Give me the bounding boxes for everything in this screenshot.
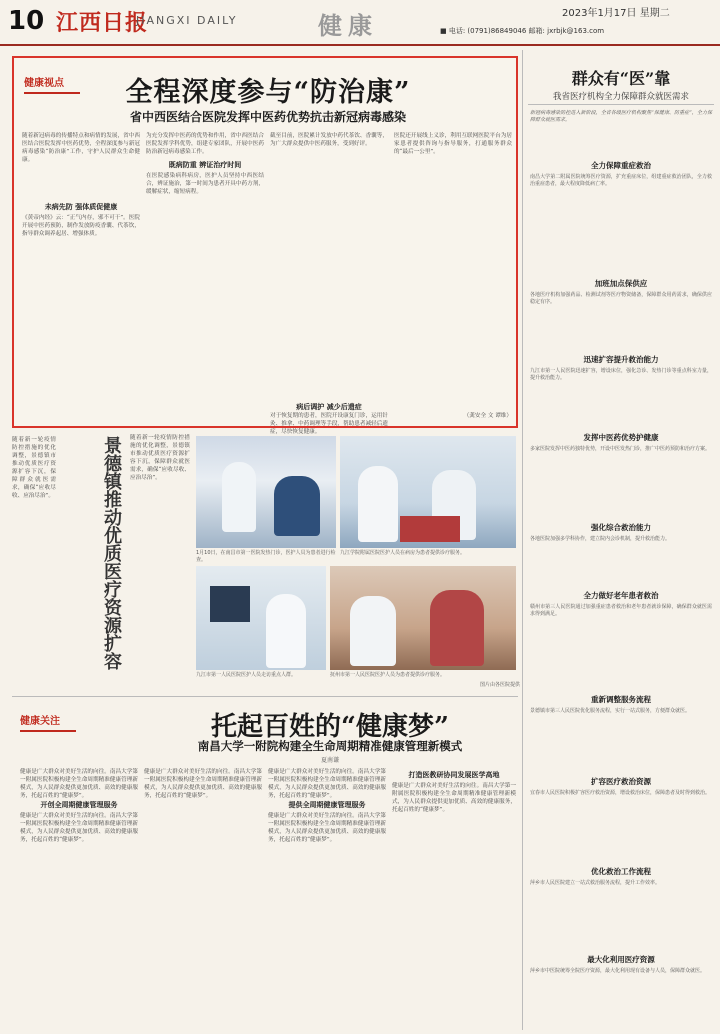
article-paragraph: 健康是广大群众对美好生活的向往。南昌大学第一附属医院积极构建全生命周期精准健康管理新模式，为人民群众提供更加优质、高效的健康服务，托起百姓的“健康梦”。 (20, 813, 138, 843)
photo-figure (350, 596, 396, 666)
article-paragraph: 医院还开展线上义诊，利用互联网医院平台为居家患者提供咨询与指导服务，打通服务群众的“最后一公里”。 (394, 133, 512, 155)
column-divider (522, 50, 523, 1030)
article-subhead: 病后调护 减少后遗症 (296, 402, 362, 411)
main-article-title: 全程深度参与“防治康” (125, 77, 411, 108)
article-paragraph: 健康是广大群众对美好生活的向往。南昌大学第一附属医院积极构建全生命周期精准健康管理新模式，为人民群众提供更加优质、高效的健康服务，托起百姓的“健康梦”。 (144, 769, 262, 799)
right-section-body: 景德镇市第三人民医院优化服务流程，实行一站式服务，方便群众就医。 (530, 708, 691, 714)
article-paragraph: 《黄帝内经》云：“正气内存，邪不可干”。医院开展中医药预防，制作发放防疫香囊、代茶饮，指导群众调养起居、增强体质。 (22, 215, 140, 237)
photo (330, 566, 516, 670)
column-tag-underline (20, 730, 76, 732)
right-section-body: 九江市第一人民医院迅速扩容，增设床位，强化急诊、发热门诊等重点科室力量，提升救治能力。 (530, 368, 712, 382)
photo-caption: 九江市第一人民医院医护人员走访重点人群。 (196, 672, 297, 678)
bottom-article-byline: 夏南谦 (320, 757, 339, 764)
right-section-body: 南昌大学第二附属医院统筹医疗资源，扩充重症床位，组建重症救治团队，全力救治重症患者，最大程度降低病亡率。 (530, 174, 712, 188)
photo-figure (358, 466, 398, 542)
right-section-body: 宜春市人民医院积极扩容医疗救治资源，增设救治床位，保障患者及时得到救治。 (530, 790, 711, 796)
photo-figure (274, 476, 320, 536)
right-section-title: 最大化利用医疗资源 (587, 955, 655, 964)
photo-caption: 九江学院附属医院医护人员在病房为患者提供诊疗服务。 (340, 550, 466, 556)
photo-figure (430, 590, 484, 666)
bottom-article-title: 托起百姓的“健康梦” (211, 712, 449, 742)
article-subhead: 打造医教研协同发展医学高地 (408, 770, 500, 779)
column-tag-label: 健康视点 (24, 78, 64, 89)
photo-caption: 抚州市第一人民医院医护人员为患者提供诊疗服务。 (330, 672, 446, 678)
feature-body: 随着新一轮疫情防控措施的优化调整，景德镇市推动优质医疗资源扩容下沉，保障群众就医需求，确保“应收尽收、应治尽治”。 (12, 437, 56, 499)
right-section-body: 各地医院加强多学科协作，建立院内会诊机制，提升救治能力。 (530, 536, 671, 542)
right-section-body: 萍乡市中医院统筹全院医疗资源，最大化利用现有设备与人员，保障群众就医。 (530, 968, 706, 974)
newspaper-name: 江西日报 (56, 10, 149, 36)
newspaper-name-en: JIANGXI DAILY (136, 14, 238, 27)
feature-headline: 景德镇推动优质医疗资源扩容 (101, 436, 122, 670)
photo-figure (222, 462, 256, 532)
right-section-body: 赣州市第三人民医院通过加强重症患者救治和老年患者就诊保障，确保群众就医需求得到满足。 (530, 604, 712, 618)
photo-caption: 1月10日，在南昌市第一医院发热门诊，医护人员为患者进行检查。 (196, 550, 336, 563)
divider (12, 696, 518, 697)
article-author: （龚安全 文 谭维） (463, 413, 512, 419)
article-paragraph: 截至目前，医院累计发放中药代茶饮、香囊等，为广大群众提供中医药服务，受到好评。 (270, 133, 388, 147)
right-section-title: 重新调整服务流程 (591, 695, 651, 704)
right-section-title: 全力保障重症救治 (591, 161, 651, 170)
right-section-title: 加班加点保供应 (594, 279, 648, 288)
feature-body: 随着新一轮疫情防控措施的优化调整，景德镇市推动优质医疗资源扩容下沉，保障群众就医需求，确保“应收尽收、应治尽治”。 (130, 435, 190, 481)
article-paragraph: 在医院感染病科病房，医护人员坚持中西医结合，辨证施治，第一时间为患者开具中药方剂，缓解症状，缩短病程。 (146, 173, 264, 195)
right-section-title: 发挥中医药优势护健康 (583, 433, 659, 442)
page-number: 10 (8, 6, 45, 36)
bottom-column-tag (20, 712, 110, 732)
article-subhead: 开创全周期健康管理服务 (40, 800, 118, 809)
right-section-title: 迅速扩容提升救治能力 (583, 355, 659, 364)
photo-figure (266, 594, 306, 668)
article-paragraph: 为充分发挥中医药的优势和作用，省中西医结合医院发挥学科优势，组建专家团队，开展中医药防治新冠病毒感染工作。 (146, 133, 264, 155)
right-column-subtitle: 我省医疗机构全力保障群众就医需求 (552, 92, 689, 102)
article-paragraph: 健康是广大群众对美好生活的向往。南昌大学第一附属医院积极构建全生命周期精准健康管理新模式，为人民群众提供更加优质、高效的健康服务，托起百姓的“健康梦”。 (268, 813, 386, 843)
article-subhead: 提供全周期健康管理服务 (288, 800, 366, 809)
article-paragraph: 健康是广大群众对美好生活的向往。南昌大学第一附属医院积极构建全生命周期精准健康管理新模式，为人民群众提供更加优质、高效的健康服务，托起百姓的“健康梦”。 (268, 769, 386, 799)
right-section-title: 强化综合救治能力 (591, 523, 651, 532)
main-article-subtitle: 省中西医结合医院发挥中医药优势抗击新冠病毒感染 (129, 110, 406, 124)
right-section-body: 萍乡市人民医院建立一站式救治服务流程，提升工作效率。 (530, 880, 661, 886)
divider (528, 104, 714, 105)
article-subhead: 未病先防 强体质促健康 (44, 202, 118, 211)
photo (340, 436, 516, 548)
photo-object (210, 586, 250, 622)
article-paragraph: 对于恢复期的患者，医院开设康复门诊，运用针灸、推拿、中药调理等手段，帮助患者减轻后遗症，尽快恢复健康。 (270, 413, 388, 435)
right-section-body: 多家医院发挥中医药独特优势，开设中医发热门诊，推广中医药预防和治疗方案。 (530, 446, 711, 452)
photo (196, 436, 336, 548)
right-column-intro: 新冠病毒感染防控进入新阶段，全省各级医疗机构聚焦“保健康、防重症”，全力保障群众就医需求。 (530, 110, 712, 124)
photo (196, 566, 326, 670)
right-section-title: 优化救治工作流程 (591, 867, 651, 876)
article-paragraph: 健康是广大群众对美好生活的向往。南昌大学第一附属医院积极构建全生命周期精准健康管理新模式，为人民群众提供更加优质、高效的健康服务，托起百姓的“健康梦”。 (392, 783, 516, 813)
contact-info: ■ 电话: (0791)86849046 邮箱: jxrbjk@163.com (440, 27, 605, 35)
article-paragraph: 健康是广大群众对美好生活的向往。南昌大学第一附属医院积极构建全生命周期精准健康管理新模式，为人民群众提供更加优质、高效的健康服务，托起百姓的“健康梦”。 (20, 769, 138, 799)
photo-object (400, 516, 460, 542)
right-section-title: 全力做好老年患者救治 (583, 591, 659, 600)
article-paragraph: 随着新冠病毒的传播特点和病情的发展，省中西医结合医院发挥中医药优势，全程深度参与新冠病毒感染“防治康”工作，守护人民群众生命健康。 (22, 133, 140, 163)
right-column-title: 群众有“医”靠 (571, 69, 671, 88)
column-tag-label: 健康关注 (20, 716, 60, 727)
right-section-body: 各地医疗机构加强药品、检测试剂等医疗物资储备，保障群众用药需求，确保供应稳定有序。 (530, 292, 712, 306)
article-subhead: 既病防重 辨证治疗时间 (168, 160, 242, 169)
bottom-article-subtitle: 南昌大学一附院构建全生命周期精准健康管理新模式 (197, 739, 463, 753)
right-section-title: 扩容医疗救治资源 (591, 777, 651, 786)
issue-date: 2023年1月17日 星期二 (562, 8, 670, 19)
photo-credit: 图片由各医院提供 (479, 682, 520, 688)
section-title: 健康 (318, 11, 378, 40)
